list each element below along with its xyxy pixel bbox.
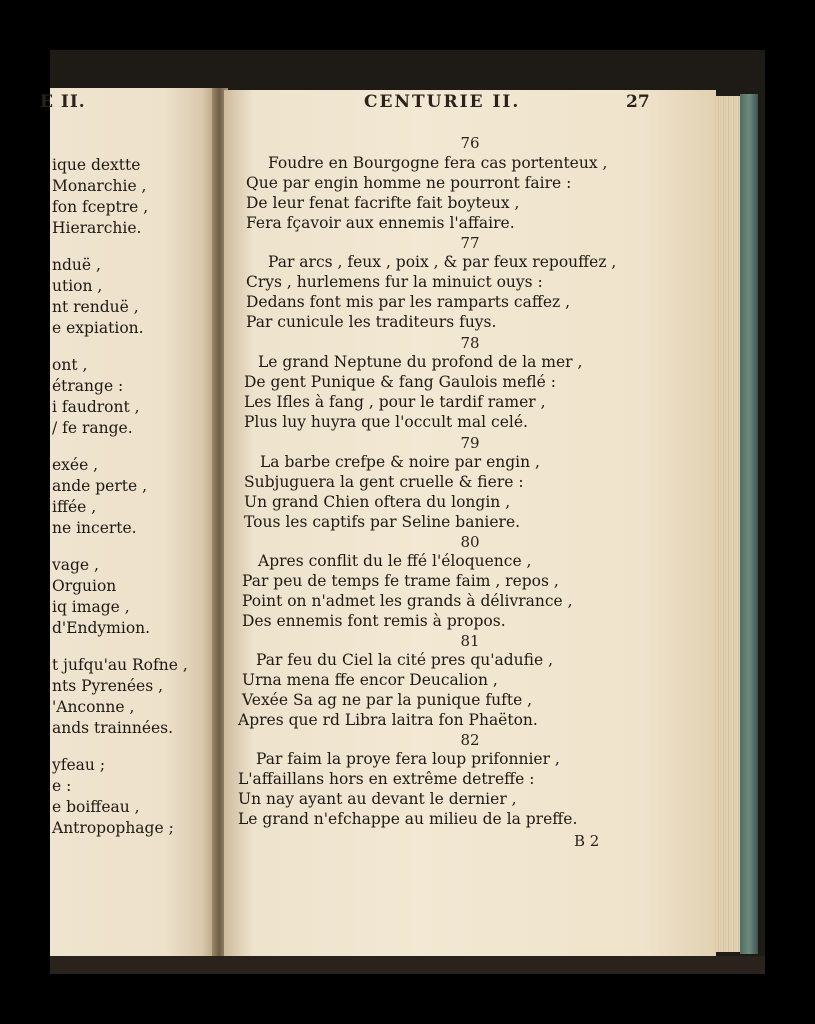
verse-line: Des ennemis font remis à propos.: [242, 612, 506, 630]
verse-line: Foudre en Bourgogne fera cas portenteux ,: [268, 154, 608, 172]
left-line: i faudront ,: [52, 398, 140, 416]
bottom-shadow: [50, 956, 765, 974]
verse-line: Par arcs , feux , poix , & par feux repouffez ,: [268, 253, 617, 271]
verse-line: De leur fenat facrifte fait boyteux ,: [246, 194, 520, 212]
verse-line: Plus luy huyra que l'occult mal celé.: [244, 413, 528, 431]
verse-line: Que par engin homme ne pourront faire :: [246, 174, 572, 192]
verse-line: L'affaillans hors en extrême detreffe :: [238, 770, 535, 788]
left-line: Hierarchie.: [52, 219, 142, 237]
left-line: ont ,: [52, 356, 88, 374]
left-line: nt renduë ,: [52, 298, 139, 316]
quatrain-number: 79: [460, 434, 480, 452]
verse-line: Les Ifles à fang , pour le tardif ramer ,: [244, 393, 546, 411]
left-line: ution ,: [52, 277, 103, 295]
left-line: iq image ,: [52, 598, 130, 616]
quatrain-number: 78: [460, 334, 480, 352]
left-line: e boiffeau ,: [52, 798, 140, 816]
left-line: iffée ,: [52, 498, 97, 516]
verse-line: Par cunicule les traditeurs fuys.: [246, 313, 497, 331]
left-line: Antropophage ;: [52, 819, 174, 837]
left-line: fon fceptre ,: [52, 198, 149, 216]
left-line: ne incerte.: [52, 519, 137, 537]
verse-line: Subjuguera la gent cruelle & fiere :: [244, 473, 524, 491]
verse-line: Vexée Sa ag ne par la punique fufte ,: [242, 691, 533, 709]
verse-line: Un grand Chien oftera du longin ,: [244, 493, 511, 511]
left-page-header: E II.: [40, 92, 86, 112]
quatrain-number: 77: [460, 234, 480, 252]
left-line: 'Anconne ,: [52, 698, 135, 716]
page-number: 27: [626, 92, 650, 112]
left-line: / fe range.: [52, 419, 133, 437]
verse-line: Dedans font mis par les ramparts caffez ,: [246, 293, 571, 311]
quatrain-number: 82: [460, 731, 480, 749]
left-line: e expiation.: [52, 319, 144, 337]
quatrain-number: 76: [460, 134, 480, 152]
verse-line: Le grand Neptune du profond de la mer ,: [258, 353, 583, 371]
left-line: e :: [52, 777, 72, 795]
quatrain-number: 81: [460, 632, 480, 650]
signature-mark: B 2: [574, 832, 600, 850]
verse-line: Un nay ayant au devant le dernier ,: [238, 790, 517, 808]
page-header: CENTURIE II.: [364, 92, 521, 112]
left-line: yfeau ;: [52, 756, 106, 774]
verse-line: Tous les captifs par Seline baniere.: [244, 513, 521, 531]
left-line: nduë ,: [52, 256, 101, 274]
left-line: d'Endymion.: [52, 619, 151, 637]
right-page: [224, 90, 716, 956]
verse-line: Par feu du Ciel la cité pres qu'adufie ,: [256, 651, 553, 669]
book-photo: [40, 50, 765, 974]
left-line: ande perte ,: [52, 477, 148, 495]
left-line: t jufqu'au Rofne ,: [52, 656, 188, 674]
verse-line: Urna mena ffe encor Deucalion ,: [242, 671, 498, 689]
verse-line: De gent Punique & fang Gaulois meflé :: [244, 373, 556, 391]
verse-line: Apres que rd Libra laitra fon Phaëton.: [238, 711, 538, 729]
verse-line: Par faim la proye fera loup prifonnier ,: [256, 750, 560, 768]
left-line: nts Pyrenées ,: [52, 677, 163, 695]
verse-line: La barbe crefpe & noire par engin ,: [260, 453, 540, 471]
left-line: étrange :: [52, 377, 124, 395]
quatrain-number: 80: [460, 533, 480, 551]
left-line: Orguion: [52, 577, 117, 595]
left-line: ique dextte: [52, 156, 141, 174]
verse-line: Fera fçavoir aux ennemis l'affaire.: [246, 214, 515, 232]
left-line: vage ,: [52, 556, 99, 574]
left-line: ands trainnées.: [52, 719, 174, 737]
left-line: Monarchie ,: [52, 177, 147, 195]
verse-line: Apres conflit du le ffé l'éloquence ,: [258, 552, 532, 570]
book-cover-edge: [740, 94, 758, 954]
verse-line: Le grand n'efchappe au milieu de la preffe.: [238, 810, 578, 828]
left-page: [40, 88, 215, 958]
verse-line: Point on n'admet les grands à délivrance ,: [242, 592, 573, 610]
verse-line: Par peu de temps fe trame faim , repos ,: [242, 572, 559, 590]
verse-line: Crys , hurlemens fur la minuict ouys :: [246, 273, 543, 291]
left-line: exée ,: [52, 456, 99, 474]
